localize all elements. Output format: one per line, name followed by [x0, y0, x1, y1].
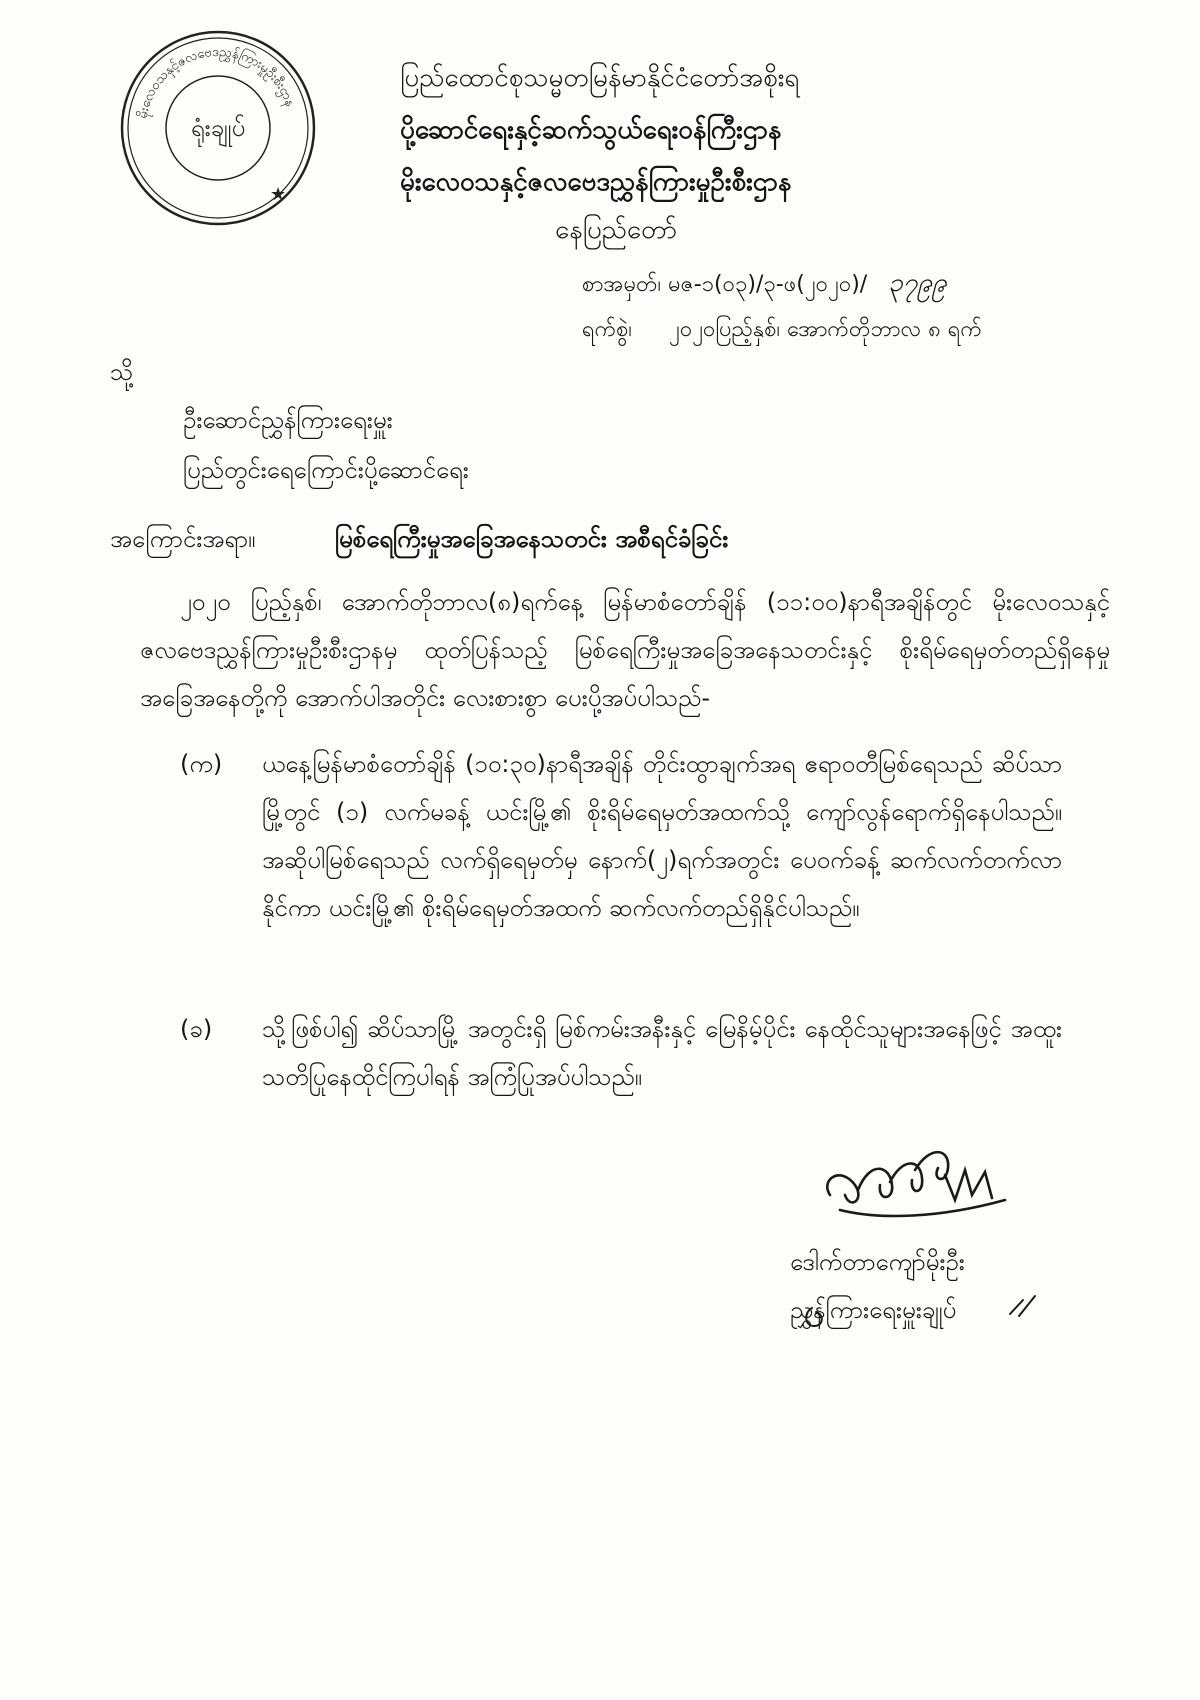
- reference-handwritten-number: ၃၇၉၉: [888, 268, 947, 298]
- subject-label: အကြောင်းအရာ။: [110, 525, 256, 553]
- subject-text: မြစ်ရေကြီးမှုအခြေအနေသတင်း အစီရင်ခံခြင်း: [335, 525, 729, 553]
- seal-center-text: ရုံးချုပ်: [190, 114, 246, 142]
- star-icon: ★: [270, 184, 287, 205]
- reference-line: [582, 265, 947, 303]
- item-number: (ခ): [180, 1015, 213, 1043]
- date-value: ၂၀၂၀ပြည့်နှစ်၊ အောက်တိုဘာလ ၈ ရက်: [669, 317, 982, 342]
- seal-ring-text: မိုးလေဝသနှင့်ဇလဗေဒညွှန်ကြားမှုဦးစီးဌာန: [135, 44, 298, 120]
- initial-mark: [1005, 1292, 1045, 1322]
- date-line: [582, 312, 982, 348]
- signatory-name: ဒေါက်တာကျော်မိုးဦး: [790, 1248, 965, 1276]
- small-loop-mark: [800, 1300, 840, 1330]
- date-label: ရက်စွဲ၊: [582, 317, 633, 342]
- handwritten-signature: [820, 1140, 1020, 1230]
- official-seal: [118, 28, 318, 228]
- reference-number: မဇ-၁(၀၃)/၃-ဖ(၂၀၂၀)/: [668, 272, 868, 297]
- letterhead-city: နေပြည်တော်: [555, 215, 678, 245]
- signatory-title: ညွှန်ကြားရေးမှူးချုပ်: [790, 1296, 957, 1324]
- reference-label: စာအမှတ်၊: [582, 272, 662, 297]
- item-text: ယနေ့မြန်မာစံတော်ချိန် (၁၀:၃၀)နာရီအချိန် တိုင်းထွာချက်အရ ဧရာဝတီမြစ်ရေသည် ဆိပ်သာမြို့တွင် (၁) လက်မခန့် ယင်းမြို့၏ စိုးရိမ်ရေမှတ်အထက်သို့ ကျော်လွန်ရောက်ရှိနေပါသည်။ အဆိုပါမြစ်ရေသည် လက်ရှိရေမှတ်မှ နောက်(၂)ရက်အတွင်း ပေဝက်ခန့် ဆက်လက်တက်လာနိုင်ကာ ယင်းမြို့၏ စိုးရိမ်ရေမှတ်အထက် ဆက်လက်တည်ရှိနိုင်ပါသည်။: [262, 750, 1062, 922]
- to-label: သို့: [110, 358, 134, 386]
- item-number: (က): [180, 750, 223, 778]
- item-text: သို့ဖြစ်ပါ၍ ဆိပ်သာမြို့ အတွင်းရှိ မြစ်ကမ်းအနီးနှင့် မြေနိမ့်ပိုင်း နေထိုင်သူများအနေဖြင့် အထူးသတိပြုနေထိုင်ကြပါရန် အကြံပြုအပ်ပါသည်။: [262, 1015, 1062, 1091]
- letterhead-government: ပြည်ထောင်စုသမ္မတမြန်မာနိုင်ငံတော်အစိုးရ: [400, 63, 800, 93]
- letterhead-ministry: ပို့ဆောင်ရေးနှင့်ဆက်သွယ်ရေးဝန်ကြီးဌာန: [400, 115, 782, 145]
- intro-paragraph: ၂၀၂၀ ပြည့်နှစ်၊ အောက်တိုဘာလ(၈)ရက်နေ့ မြန်မာစံတော်ချိန် (၁၁:၀၀)နာရီအချိန်တွင် မိုးလေဝသနှင့် ဇလဗေဒညွှန်ကြားမှုဦးစီးဌာနမှ ထုတ်ပြန်သည့် မြစ်ရေကြီးမှုအခြေအနေသတင်းနှင့် စိုးရိမ်ရေမှတ်တည်ရှိနေမှု အခြေအနေတို့ကို အောက်ပါအတိုင်း လေးစားစွာ ပေးပို့အပ်ပါသည်-: [140, 588, 1110, 712]
- recipient-title: ဦးဆောင်ညွှန်ကြားရေးမှူး: [183, 406, 393, 434]
- letterhead-department: မိုးလေဝသနှင့်ဇလဗေဒညွှန်ကြားမှုဦးစီးဌာန: [400, 167, 792, 197]
- recipient-department: ပြည်တွင်းရေကြောင်းပို့ဆောင်ရေး: [183, 456, 469, 484]
